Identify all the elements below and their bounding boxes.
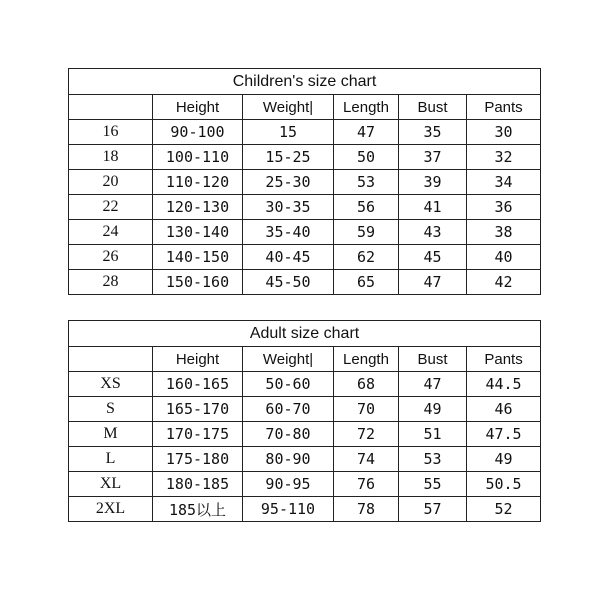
cell-size: S [69,397,153,422]
table-row [69,220,541,245]
cell-size: 2XL [69,497,153,522]
cell-length: 62 [334,245,399,270]
cell-height: 180-185 [153,472,243,497]
cell-length: 59 [334,220,399,245]
column-header-pants: Pants [467,347,541,372]
cell-length: 70 [334,397,399,422]
cell-bust: 47 [399,372,467,397]
cell-pants: 50.5 [467,472,541,497]
cell-pants: 36 [467,195,541,220]
children-size-chart [68,68,541,295]
cell-height: 90-100 [153,120,243,145]
cell-bust: 49 [399,397,467,422]
cell-pants: 49 [467,447,541,472]
cell-size: M [69,422,153,447]
table-row [69,472,541,497]
cell-bust: 53 [399,447,467,472]
cell-size: L [69,447,153,472]
cell-length: 78 [334,497,399,522]
cell-size: 20 [69,170,153,195]
cell-bust: 39 [399,170,467,195]
cell-length: 65 [334,270,399,295]
cell-pants: 34 [467,170,541,195]
cell-height: 140-150 [153,245,243,270]
cell-pants: 40 [467,245,541,270]
cell-height: 150-160 [153,270,243,295]
table-row [69,145,541,170]
adult-header-row [69,347,541,372]
cell-weight: 45-50 [243,270,334,295]
cell-weight: 15-25 [243,145,334,170]
cell-pants: 47.5 [467,422,541,447]
cell-size: 26 [69,245,153,270]
cell-pants: 30 [467,120,541,145]
column-header-bust: Bust [399,347,467,372]
cell-bust: 35 [399,120,467,145]
cell-height: 185以上 [153,497,243,522]
cell-bust: 47 [399,270,467,295]
table-row [69,422,541,447]
cell-length: 74 [334,447,399,472]
table-row [69,497,541,522]
cell-bust: 51 [399,422,467,447]
table-row [69,245,541,270]
adult-chart-title: Adult size chart [69,321,541,347]
cell-weight: 35-40 [243,220,334,245]
cell-length: 76 [334,472,399,497]
cell-pants: 42 [467,270,541,295]
children-table-body [69,120,541,295]
cell-weight: 25-30 [243,170,334,195]
cell-pants: 38 [467,220,541,245]
cell-size: XL [69,472,153,497]
column-header-height: Height [153,347,243,372]
cell-height: 170-175 [153,422,243,447]
cell-length: 53 [334,170,399,195]
column-header-size [69,95,153,120]
cell-size: 28 [69,270,153,295]
column-header-bust: Bust [399,95,467,120]
cell-size: 18 [69,145,153,170]
cell-weight: 30-35 [243,195,334,220]
cell-bust: 57 [399,497,467,522]
table-row [69,447,541,472]
column-header-length: Length [334,347,399,372]
cell-length: 72 [334,422,399,447]
cell-weight: 50-60 [243,372,334,397]
cell-pants: 52 [467,497,541,522]
cell-size: XS [69,372,153,397]
cell-bust: 45 [399,245,467,270]
table-row [69,372,541,397]
table-row [69,397,541,422]
cell-bust: 41 [399,195,467,220]
cell-length: 50 [334,145,399,170]
cell-length: 68 [334,372,399,397]
column-header-height: Height [153,95,243,120]
cell-weight: 80-90 [243,447,334,472]
cell-height: 120-130 [153,195,243,220]
cell-pants: 32 [467,145,541,170]
column-header-weight: Weight| [243,347,334,372]
cell-height: 130-140 [153,220,243,245]
cell-weight: 15 [243,120,334,145]
cell-weight: 70-80 [243,422,334,447]
column-header-size [69,347,153,372]
children-header-row [69,95,541,120]
table-row [69,120,541,145]
cell-pants: 44.5 [467,372,541,397]
cell-length: 56 [334,195,399,220]
cell-height: 160-165 [153,372,243,397]
cell-size: 16 [69,120,153,145]
table-row [69,195,541,220]
cell-length: 47 [334,120,399,145]
table-row [69,270,541,295]
adult-title-row [69,321,541,347]
cell-height: 175-180 [153,447,243,472]
cell-height: 110-120 [153,170,243,195]
table-row [69,170,541,195]
children-title-row [69,69,541,95]
cell-size: 24 [69,220,153,245]
cell-weight: 90-95 [243,472,334,497]
cell-weight: 95-110 [243,497,334,522]
children-chart-title: Children's size chart [69,69,541,95]
cell-bust: 55 [399,472,467,497]
column-header-pants: Pants [467,95,541,120]
cell-weight: 60-70 [243,397,334,422]
cell-height: 100-110 [153,145,243,170]
cell-bust: 43 [399,220,467,245]
cell-size: 22 [69,195,153,220]
adult-size-chart [68,320,541,522]
cell-bust: 37 [399,145,467,170]
cell-height: 165-170 [153,397,243,422]
column-header-weight: Weight| [243,95,334,120]
adult-table-body [69,372,541,522]
cell-weight: 40-45 [243,245,334,270]
cell-pants: 46 [467,397,541,422]
column-header-length: Length [334,95,399,120]
